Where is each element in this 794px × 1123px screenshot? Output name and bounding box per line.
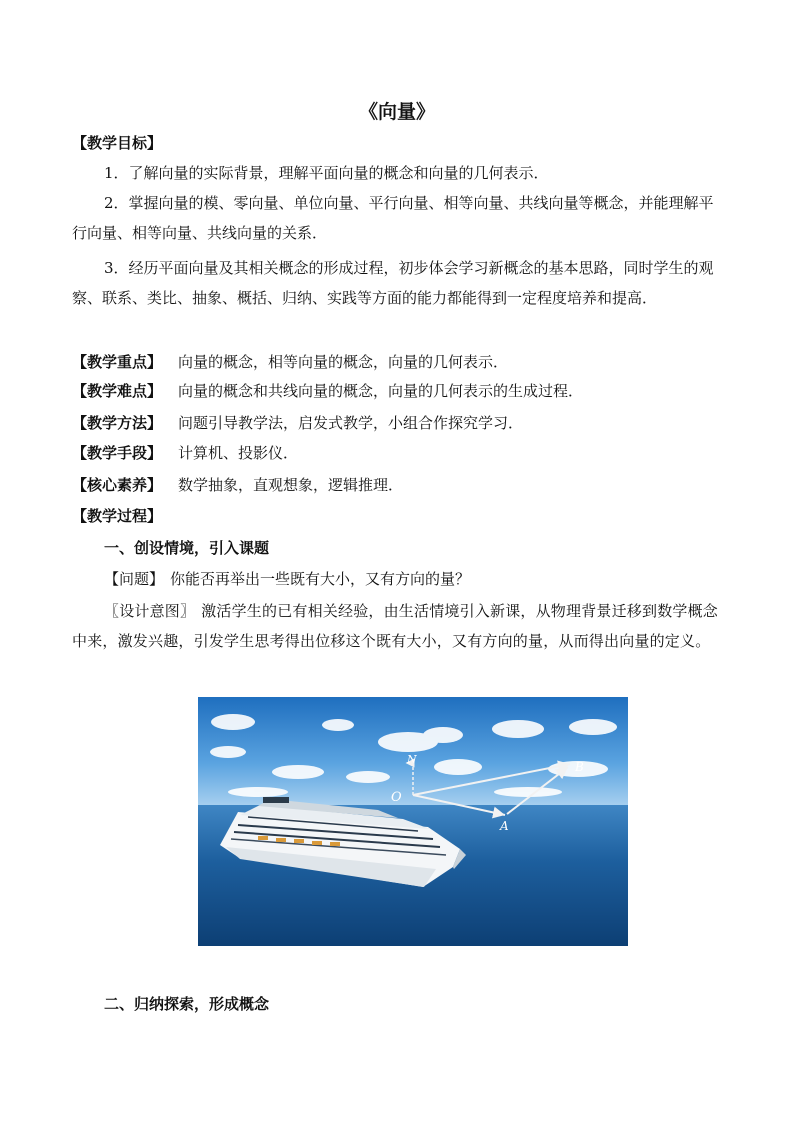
info-row-literacy	[72, 475, 403, 495]
question-label: 【问题】	[104, 570, 165, 588]
label-B: B	[575, 760, 584, 774]
info-value: 向量的概念和共线向量的概念，向量的几何表示的生成过程．	[178, 382, 584, 400]
info-value: 计算机、投影仪．	[178, 444, 299, 462]
design-text: 激活学生的已有相关经验，由生活情境引入新课，从物理背景迁移到数学概念中来，激发兴趣，引发学生思考得出位移这个既有大小，又有方向的量，从而得出向量的定义。	[72, 602, 719, 650]
label-A: A	[500, 819, 509, 833]
section-heading-2: 二、归纳探索，形成概念	[104, 995, 270, 1013]
question-text: 你能否再举出一些既有大小，又有方向的量？	[170, 570, 471, 588]
info-label: 【教学方法】	[72, 414, 163, 432]
label-N: N	[407, 753, 417, 766]
goal-item-1: 1．了解向量的实际背景，理解平面向量的概念和向量的几何表示．	[104, 164, 549, 182]
info-row-key-points	[72, 352, 508, 372]
section-heading-1: 一、创设情境，引入课题	[104, 539, 270, 557]
goal-item-3: 3．经历平面向量及其相关概念的形成过程，初步体会学习新概念的基本思路，同时学生的观察、联系、类比、抽象、概括、归纳、实践等方面的能力都能得到一定程度培养和提高．	[72, 259, 714, 307]
info-label: 【教学难点】	[72, 382, 163, 400]
info-row-means	[72, 443, 298, 463]
design-intent	[72, 596, 722, 656]
goals-heading: 【教学目标】	[72, 134, 163, 152]
info-value: 数学抽象，直观想象，逻辑推理．	[178, 476, 404, 494]
info-row-difficulties	[72, 381, 583, 401]
info-value: 向量的概念，相等向量的概念，向量的几何表示．	[178, 353, 509, 371]
goal-item-2: 2．掌握向量的模、零向量、单位向量、平行向量、相等向量、共线向量等概念，并能理解平行向量、相等向量、共线向量的关系．	[72, 194, 714, 242]
cruise-ship-figure	[198, 697, 628, 946]
info-label: 【教学手段】	[72, 444, 163, 462]
info-label: 【教学重点】	[72, 353, 163, 371]
info-label: 【核心素养】	[72, 476, 163, 494]
document-title: 《向量》	[358, 101, 435, 123]
process-heading: 【教学过程】	[72, 507, 163, 525]
question-line	[104, 569, 470, 589]
design-label: 〖设计意图〗	[104, 602, 196, 620]
info-row-methods	[72, 413, 523, 433]
info-value: 问题引导教学法，启发式教学，小组合作探究学习．	[178, 414, 524, 432]
label-O: O	[391, 790, 402, 805]
